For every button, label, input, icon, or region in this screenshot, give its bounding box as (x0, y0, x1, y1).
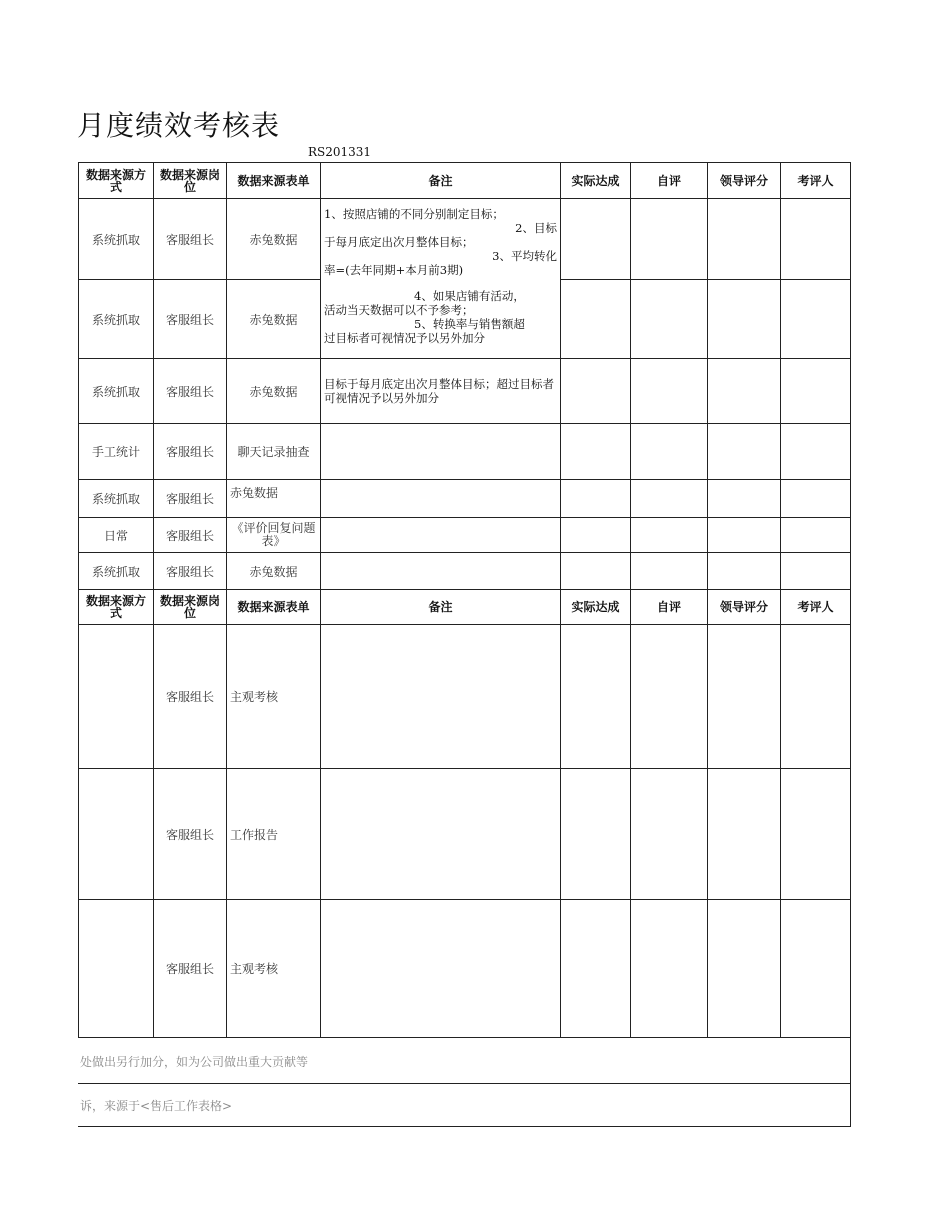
form-code: RS201331 (308, 145, 372, 159)
note-line: 于每月底定出次月整体目标； (324, 235, 474, 249)
table-row (79, 900, 851, 1038)
cell-actual[interactable] (561, 199, 631, 280)
cell-actual[interactable] (561, 769, 631, 900)
note-line: 2、目标 (515, 221, 557, 235)
col-method: 数据来源方式 (79, 590, 154, 625)
col-note: 备注 (321, 590, 561, 625)
header-row (79, 163, 851, 199)
col-form: 数据来源表单 (227, 590, 321, 625)
col-actual: 实际达成 (561, 163, 631, 199)
cell-self[interactable] (631, 518, 708, 553)
cell-form: 主观考核 (227, 900, 321, 1038)
cell-actual[interactable] (561, 424, 631, 480)
cell-method (79, 625, 154, 769)
col-form: 数据来源表单 (227, 163, 321, 199)
cell-leader[interactable] (708, 359, 781, 424)
cell-self[interactable] (631, 900, 708, 1038)
cell-reviewer[interactable] (781, 280, 851, 359)
cell-leader[interactable] (708, 424, 781, 480)
cell-method: 系统抓取 (79, 199, 154, 280)
cell-post: 客服组长 (154, 769, 227, 900)
cell-method: 手工统计 (79, 424, 154, 480)
cell-method: 日常 (79, 518, 154, 553)
cell-self[interactable] (631, 480, 708, 518)
cell-self[interactable] (631, 553, 708, 590)
cell-note[interactable] (321, 769, 561, 900)
cell-self[interactable] (631, 199, 708, 280)
cell-note: 目标于每月底定出次月整体目标；超过目标者可视情况予以另外加分 (321, 359, 561, 424)
col-self: 自评 (631, 163, 708, 199)
cell-reviewer[interactable] (781, 625, 851, 769)
footer-note: 处做出另行加分，如为公司做出重大贡献等 (80, 1055, 309, 1069)
cell-reviewer[interactable] (781, 480, 851, 518)
cell-leader[interactable] (708, 199, 781, 280)
kpi-table (78, 162, 851, 1038)
cell-form: 工作报告 (227, 769, 321, 900)
cell-actual[interactable] (561, 480, 631, 518)
col-post: 数据来源岗位 (154, 163, 227, 199)
cell-reviewer[interactable] (781, 900, 851, 1038)
cell-form: 赤兔数据 (227, 280, 321, 359)
cell-reviewer[interactable] (781, 424, 851, 480)
cell-form: 赤兔数据 (227, 553, 321, 590)
cell-form: 赤兔数据 (227, 480, 321, 518)
cell-leader[interactable] (708, 518, 781, 553)
cell-method: 系统抓取 (79, 480, 154, 518)
cell-leader[interactable] (708, 480, 781, 518)
cell-note[interactable] (321, 900, 561, 1038)
cell-note (321, 199, 561, 359)
cell-method (79, 900, 154, 1038)
cell-post: 客服组长 (154, 199, 227, 280)
cell-self[interactable] (631, 280, 708, 359)
note-line: 3、平均转化 (492, 249, 557, 263)
cell-post: 客服组长 (154, 518, 227, 553)
cell-form: 主观考核 (227, 625, 321, 769)
cell-post: 客服组长 (154, 553, 227, 590)
cell-leader[interactable] (708, 769, 781, 900)
cell-method: 系统抓取 (79, 280, 154, 359)
cell-post: 客服组长 (154, 625, 227, 769)
cell-actual[interactable] (561, 518, 631, 553)
cell-leader[interactable] (708, 900, 781, 1038)
col-leader: 领导评分 (708, 590, 781, 625)
table-row (79, 518, 851, 553)
cell-actual[interactable] (561, 280, 631, 359)
cell-reviewer[interactable] (781, 199, 851, 280)
cell-actual[interactable] (561, 553, 631, 590)
footer-note: 诉，来源于<售后工作表格> (80, 1099, 233, 1113)
cell-post: 客服组长 (154, 900, 227, 1038)
col-leader: 领导评分 (708, 163, 781, 199)
cell-actual[interactable] (561, 625, 631, 769)
note-line: 过目标者可视情况予以另外加分 (324, 331, 485, 345)
cell-actual[interactable] (561, 900, 631, 1038)
col-actual: 实际达成 (561, 590, 631, 625)
cell-note[interactable] (321, 518, 561, 553)
header-row-2 (79, 590, 851, 625)
cell-self[interactable] (631, 769, 708, 900)
table-row (79, 625, 851, 769)
cell-method (79, 769, 154, 900)
cell-note[interactable] (321, 553, 561, 590)
cell-reviewer[interactable] (781, 359, 851, 424)
cell-form: 赤兔数据 (227, 359, 321, 424)
col-reviewer: 考评人 (781, 590, 851, 625)
cell-reviewer[interactable] (781, 769, 851, 900)
note-line: 活动当天数据可以不予参考； (324, 303, 474, 317)
note-line: 1、按照店铺的不同分别制定目标； (324, 207, 504, 221)
cell-reviewer[interactable] (781, 518, 851, 553)
footer-row (78, 1038, 851, 1084)
cell-self[interactable] (631, 359, 708, 424)
table-row (79, 769, 851, 900)
cell-note[interactable] (321, 480, 561, 518)
cell-leader[interactable] (708, 280, 781, 359)
cell-post: 客服组长 (154, 359, 227, 424)
cell-actual[interactable] (561, 359, 631, 424)
cell-method: 系统抓取 (79, 359, 154, 424)
cell-post: 客服组长 (154, 480, 227, 518)
col-post: 数据来源岗位 (154, 590, 227, 625)
cell-note[interactable] (321, 625, 561, 769)
col-method: 数据来源方式 (79, 163, 154, 199)
table-row (79, 553, 851, 590)
cell-reviewer[interactable] (781, 553, 851, 590)
table-row (79, 480, 851, 518)
table-row (79, 359, 851, 424)
cell-leader[interactable] (708, 625, 781, 769)
cell-self[interactable] (631, 625, 708, 769)
col-reviewer: 考评人 (781, 163, 851, 199)
cell-note[interactable] (321, 424, 561, 480)
note-line: 率=(去年同期+本月前3期) (324, 263, 464, 277)
page-title: 月度绩效考核表 (77, 109, 281, 142)
cell-post: 客服组长 (154, 424, 227, 480)
cell-form: 赤兔数据 (227, 199, 321, 280)
cell-post: 客服组长 (154, 280, 227, 359)
col-note: 备注 (321, 163, 561, 199)
cell-form: 《评价回复问题表》 (227, 518, 321, 553)
table-row (79, 199, 851, 280)
cell-leader[interactable] (708, 553, 781, 590)
cell-method: 系统抓取 (79, 553, 154, 590)
note-line: 5、转换率与销售额超 (414, 317, 525, 331)
note-line: 4、如果店铺有活动， (414, 289, 525, 303)
table-row (79, 424, 851, 480)
col-self: 自评 (631, 590, 708, 625)
cell-form: 聊天记录抽查 (227, 424, 321, 480)
cell-self[interactable] (631, 424, 708, 480)
footer-row (78, 1083, 851, 1127)
